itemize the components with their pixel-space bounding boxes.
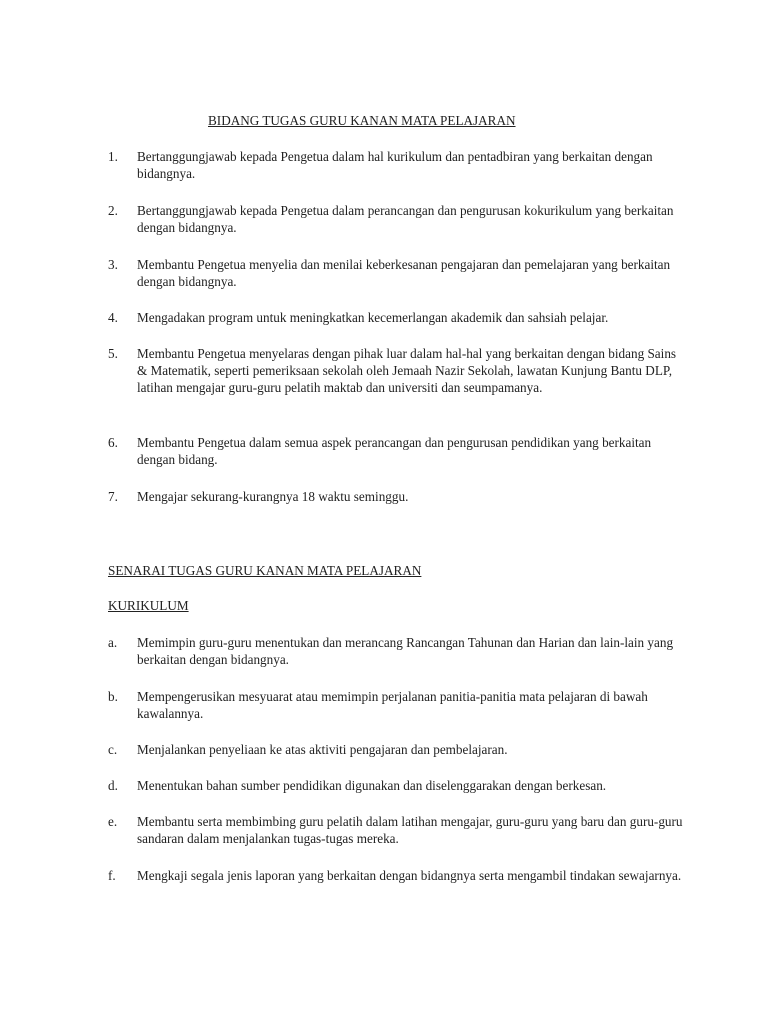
subsection-title: KURIKULUM: [108, 598, 189, 613]
list-letter: c.: [108, 742, 118, 757]
task-item: [108, 741, 688, 758]
duty-text: Membantu Pengetua menyelia dan menilai keberkesanan pengajaran dan pemelajaran yang berkaitan dengan bidangnya.: [137, 257, 671, 289]
duty-item: [108, 488, 688, 505]
duty-text: Membantu Pengetua dalam semua aspek perancangan dan pengurusan pendidikan yang berkaitan dengan bidang.: [137, 435, 652, 467]
list-number: 5.: [108, 346, 118, 361]
list-letter: a.: [108, 635, 118, 650]
list-number: 2.: [108, 203, 118, 218]
duty-item: [108, 148, 688, 182]
duty-text: Bertanggungjawab kepada Pengetua dalam perancangan dan pengurusan kokurikulum yang berkaitan dengan bidangnya.: [137, 203, 674, 235]
document-title: BIDANG TUGAS GURU KANAN MATA PELAJARAN: [208, 113, 516, 128]
task-text: Memimpin guru-guru menentukan dan merancang Rancangan Tahunan dan Harian dan lain-lain yang berkaitan dengan bidangnya.: [137, 635, 674, 667]
duty-text: Mengadakan program untuk meningkatkan kecemerlangan akademik dan sahsiah pelajar.: [137, 310, 609, 325]
duty-text: Mengajar sekurang-kurangnya 18 waktu seminggu.: [137, 489, 409, 504]
list-number: 1.: [108, 149, 118, 164]
list-letter: b.: [108, 689, 118, 704]
task-item: [108, 777, 688, 794]
section-title: SENARAI TUGAS GURU KANAN MATA PELAJARAN: [108, 563, 422, 578]
task-text: Mengkaji segala jenis laporan yang berkaitan dengan bidangnya serta mengambil tindakan sewajarnya.: [137, 868, 682, 883]
task-item: [108, 867, 688, 884]
list-number: 4.: [108, 310, 118, 325]
duty-item: [108, 202, 688, 236]
list-number: 7.: [108, 489, 118, 504]
task-text: Menentukan bahan sumber pendidikan digunakan dan diselenggarakan dengan berkesan.: [137, 778, 607, 793]
duty-text: Membantu Pengetua menyelaras dengan pihak luar dalam hal-hal yang berkaitan dengan bidang Sains & Matematik, seperti pemeriksaan sekolah oleh Jemaah Nazir Sekolah, lawatan Kunjung Bantu DLP, latihan mengajar guru-guru pelatih maktab dan universiti dan seumpamanya.: [137, 346, 677, 395]
task-item: [108, 634, 688, 668]
task-text: Mempengerusikan mesyuarat atau memimpin perjalanan panitia-panitia mata pelajaran di bawah kawalannya.: [137, 689, 648, 721]
list-number: 3.: [108, 257, 118, 272]
list-number: 6.: [108, 435, 118, 450]
list-letter: f.: [108, 868, 116, 883]
task-text: Menjalankan penyeliaan ke atas aktiviti pengajaran dan pembelajaran.: [137, 742, 508, 757]
list-letter: d.: [108, 778, 118, 793]
duty-item: [108, 345, 688, 396]
task-text: Membantu serta membimbing guru pelatih dalam latihan mengajar, guru-guru yang baru dan guru-guru sandaran dalam menjalankan tugas-tugas mereka.: [137, 814, 683, 846]
list-letter: e.: [108, 814, 118, 829]
task-item: [108, 688, 688, 722]
duty-item: [108, 309, 688, 326]
duty-text: Bertanggungjawab kepada Pengetua dalam hal kurikulum dan pentadbiran yang berkaitan dengan bidangnya.: [137, 149, 653, 181]
task-item: [108, 813, 688, 847]
duty-item: [108, 256, 688, 290]
duty-item: [108, 434, 688, 468]
